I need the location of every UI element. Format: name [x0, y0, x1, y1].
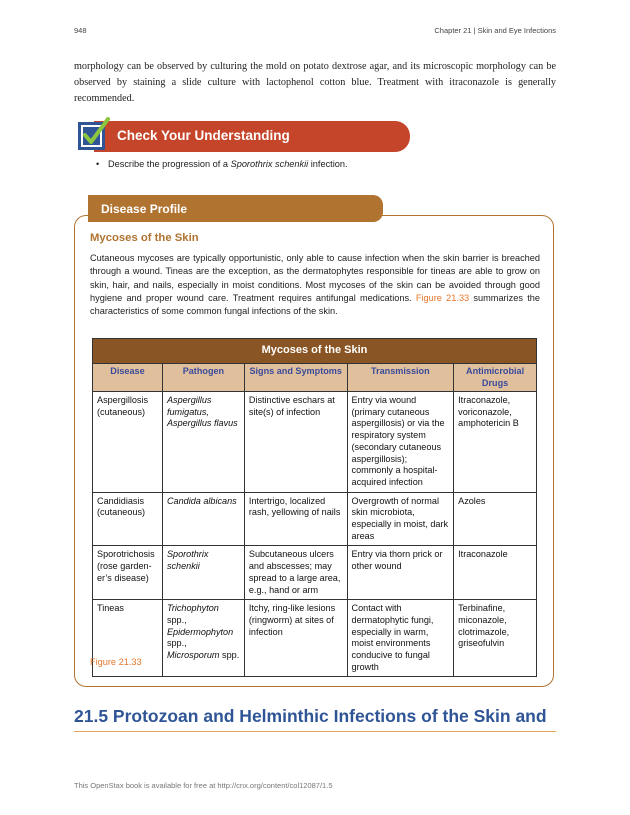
drugs-cell: Azoles: [454, 492, 537, 546]
bullet-text-end: infection.: [308, 159, 348, 169]
chapter-header: Chapter 21 | Skin and Eye Infections: [434, 26, 556, 35]
column-header: Pathogen: [162, 364, 244, 392]
pathogen-genus: Epidermophyton: [166, 626, 234, 637]
pathogen-genus: Microsporum: [166, 650, 220, 661]
transmission-cell: Contact with dermatophytic fungi, especially in warm, moist environments conducive to fungal growth: [347, 600, 454, 677]
drugs-cell: Itraconazole, voriconazole, amphotericin B: [454, 392, 537, 493]
transmission-cell: Entry via wound (primary cutaneous aspergillosis) or via the respiratory system (secondary cutaneous aspergillosis); commonly a hospital-acquired infection: [347, 392, 454, 493]
signs-cell: Distinctive eschars at site(s) of infection: [244, 392, 347, 493]
bullet-icon: •: [96, 159, 100, 169]
paragraph-body: Cutaneous mycoses are typically opportunistic, only able to cause infection when the skin barrier is breached through a wound. Tineas are the exception, as the dermatophytes responsible for tineas are able to grow on skin, hair, and nails, especially in moist conditions. Most mycoses of the skin can be avoided through good hygiene and proper wound care. Treatment requires antifungal medications.: [90, 253, 540, 303]
intro-paragraph: morphology can be observed by culturing the mold on potato dextrose agar, and its microscopic morphology can be observed by staining a slide culture with lactophenol cotton blue. Treatment with itraconazole is generally recommended.: [74, 61, 556, 104]
pathogen-cell: [162, 546, 244, 600]
footer-text: This OpenStax book is available for free at http://cnx.org/content/col12087/1.5: [74, 781, 333, 790]
pathogen-cell: [162, 492, 244, 546]
disease-cell: Candidiasis (cutaneous): [93, 492, 163, 546]
drugs-cell: Terbinafine, miconazole, clotrimazole, griseofulvin: [454, 600, 537, 677]
drugs-cell: Itraconazole: [454, 546, 537, 600]
signs-cell: Subcutaneous ulcers and abscesses; may spread to a large area, e.g., hand or arm: [244, 546, 347, 600]
figure-reference-link[interactable]: Figure 21.33: [415, 292, 470, 303]
pathogen-name: Aspergillus fumigatus, Aspergillus flavus: [166, 395, 238, 429]
checkbox-check-icon: [77, 117, 111, 153]
column-header: Antimicrobial Drugs: [454, 364, 537, 392]
disease-cell: Aspergillosis (cutaneous): [93, 392, 163, 493]
transmission-cell: Overgrowth of normal skin microbiota, especially in moist, dark areas: [347, 492, 454, 546]
disease-profile-paragraph: [90, 252, 540, 318]
disease-cell: Sporotrichosis (rose gardener’s disease): [93, 546, 163, 600]
disease-profile-tab-label: Disease Profile: [101, 202, 188, 216]
pathogen-spp: spp.,: [166, 638, 187, 649]
column-header: Transmission: [347, 364, 454, 392]
pathogen-spp: spp.,: [166, 614, 187, 625]
signs-cell: Itchy, ring-like lesions (ringworm) at sites of infection: [244, 600, 347, 677]
column-header: Disease: [93, 364, 163, 392]
page-number: 948: [74, 26, 87, 35]
pathogen-name: Sporothrix schenkii: [166, 549, 209, 572]
pathogen-cell: [162, 600, 244, 677]
disease-profile-title: Mycoses of the Skin: [90, 232, 199, 244]
figure-label: Figure 21.33: [90, 657, 142, 667]
bullet-text-start: Describe the progression of a: [108, 159, 231, 169]
column-header: Signs and Symptoms: [244, 364, 347, 392]
transmission-cell: Entry via thorn prick or other wound: [347, 546, 454, 600]
disease-cell: Tineas: [93, 600, 163, 677]
mycoses-table: [92, 338, 537, 677]
section-divider: [74, 731, 556, 732]
bullet-text-species: Sporothrix schenkii: [230, 159, 309, 169]
table-row: [93, 546, 537, 600]
table-row: [93, 600, 537, 677]
section-heading: 21.5 Protozoan and Helminthic Infections of the Skin and: [74, 706, 547, 726]
pathogen-spp: spp.: [219, 650, 240, 661]
table-caption: Mycoses of the Skin: [93, 339, 537, 364]
pathogen-genus: Trichophyton: [166, 603, 219, 614]
check-understanding-title: Check Your Understanding: [117, 128, 290, 143]
check-understanding-item: [96, 159, 348, 169]
pathogen-name: Candida albicans: [166, 495, 237, 506]
table-row: [93, 492, 537, 546]
table-row: [93, 392, 537, 493]
table-header-row: [93, 364, 537, 392]
signs-cell: Intertrigo, localized rash, yellowing of nails: [244, 492, 347, 546]
paragraph-end: summarizes the characteristics of some common fungal infections of the skin.: [90, 292, 540, 317]
pathogen-cell: [162, 392, 244, 493]
